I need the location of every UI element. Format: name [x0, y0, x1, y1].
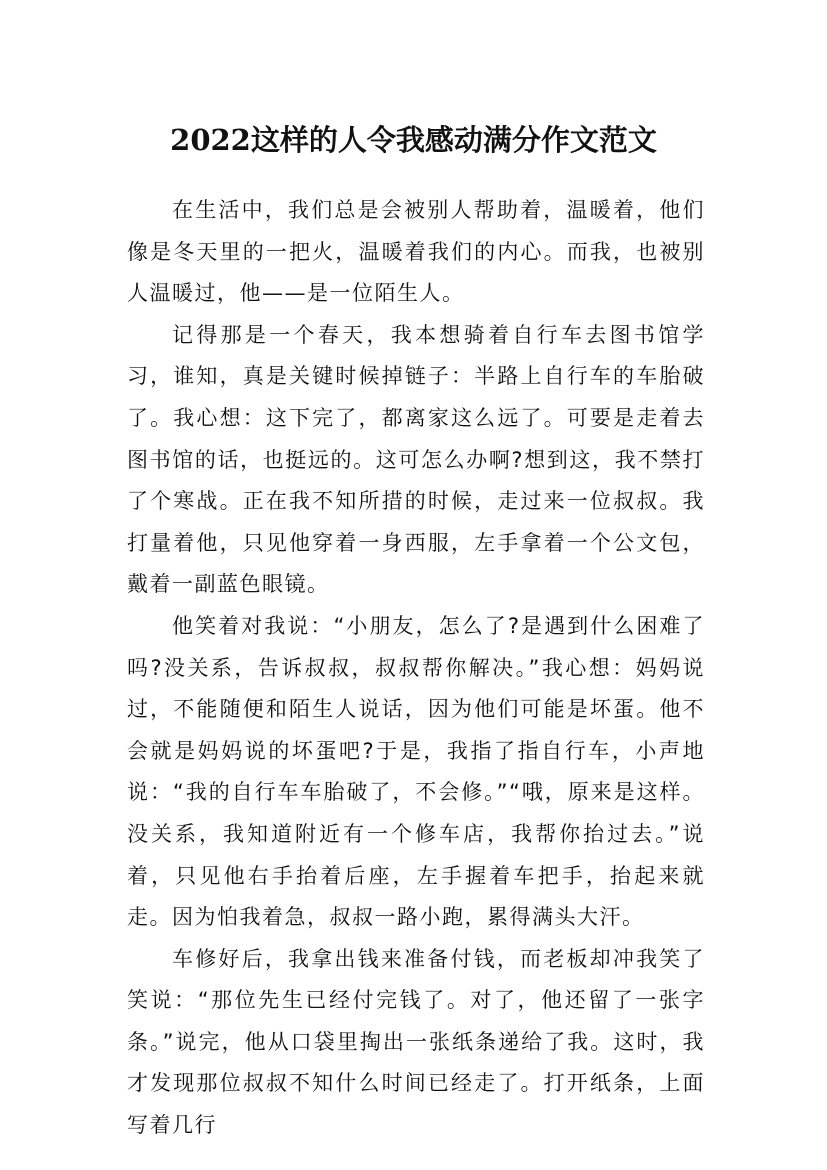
paragraph-3: 他笑着对我说：“小朋友，怎么了?是遇到什么困难了吗?没关系，告诉叔叔，叔叔帮你解决。”我心想：妈妈说过，不能随便和陌生人说话，因为他们可能是坏蛋。他不会就是妈妈说的坏蛋吧?于是，我指了指自行车，小声地说：“我的自行车车胎破了，不会修。”“哦，原来是这样。没关系，我知道附近有一个修车店，我帮你抬过去。”说着，只见他右手抬着后座，左手握着车把手，抬起来就走。因为怕我着急，叔叔一路小跑，累得满头大汗。 — [127, 613, 705, 930]
paragraph-1: 在生活中，我们总是会被别人帮助着，温暖着，他们像是冬天里的一把火，温暖着我们的内心。而我，也被别人温暖过，他——是一位陌生人。 — [127, 198, 705, 306]
document-title: 2022这样的人令我感动满分作文范文 — [170, 123, 657, 158]
document-body — [127, 190, 705, 1147]
paragraph-4: 车修好后，我拿出钱来准备付钱，而老板却冲我笑了笑说：“那位先生已经付完钱了。对了，他还留了一张字条。”说完，他从口袋里掏出一张纸条递给了我。这时，我才发现那位叔叔不知什么时间已经走了。打开纸条，上面写着几行 — [127, 946, 705, 1138]
paragraph-2: 记得那是一个春天，我本想骑着自行车去图书馆学习，谁知，真是关键时候掉链子：半路上自行车的车胎破了。我心想：这下完了，都离家这么远了。可要是走着去图书馆的话，也挺远的。这可怎么办啊?想到这，我不禁打了个寒战。正在我不知所措的时候，走过来一位叔叔。我打量着他，只见他穿着一身西服，左手拿着一个公文包，戴着一副蓝色眼镜。 — [127, 322, 705, 597]
